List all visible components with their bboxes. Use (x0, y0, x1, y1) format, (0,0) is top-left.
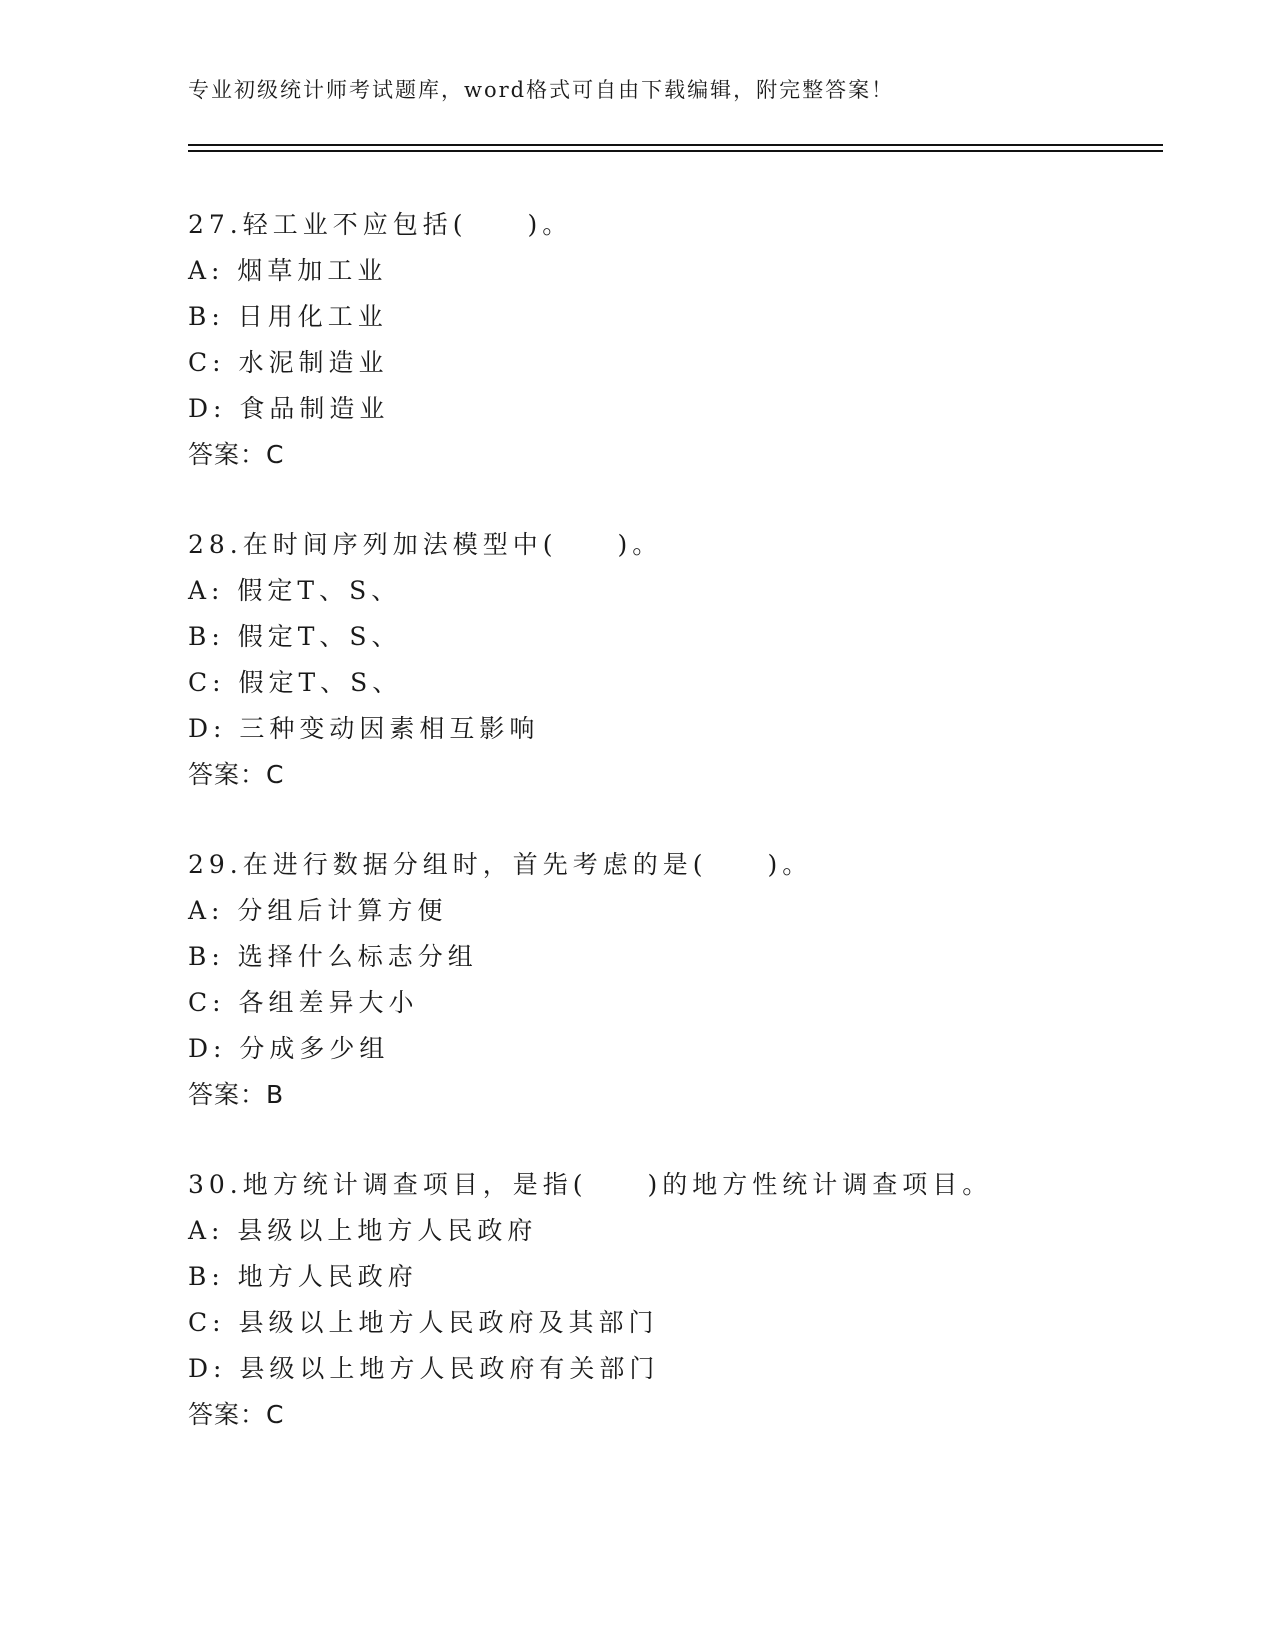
option-c: C: 假定T、S、 (188, 668, 403, 697)
option-d: D: 三种变动因素相互影响 (188, 714, 540, 743)
option-d: D: 分成多少组 (188, 1034, 390, 1063)
option-b: B: 地方人民政府 (188, 1262, 418, 1291)
question-30 (188, 1162, 1163, 1438)
question-stem: 27.轻工业不应包括( )。 (188, 210, 573, 239)
question-stem: 28.在时间序列加法模型中( )。 (188, 530, 663, 559)
question-27 (188, 202, 1163, 478)
answer-line: 答案：B (188, 1080, 285, 1109)
answer-line: 答案：C (188, 1400, 285, 1429)
answer-line: 答案：C (188, 440, 285, 469)
option-c: C: 水泥制造业 (188, 348, 389, 377)
header-rule-bottom (188, 150, 1163, 152)
option-d: D: 县级以上地方人民政府有关部门 (188, 1354, 660, 1383)
option-c: C: 县级以上地方人民政府及其部门 (188, 1308, 659, 1337)
page-header: 专业初级统计师考试题库，word格式可自由下载编辑，附完整答案！ (188, 78, 895, 102)
option-a: A: 烟草加工业 (188, 256, 388, 285)
answer-line: 答案：C (188, 760, 285, 789)
option-b: B: 选择什么标志分组 (188, 942, 478, 971)
option-a: A: 假定T、S、 (188, 576, 402, 605)
option-c: C: 各组差异大小 (188, 988, 419, 1017)
question-28 (188, 522, 1163, 798)
option-b: B: 日用化工业 (188, 302, 388, 331)
option-b: B: 假定T、S、 (188, 622, 402, 651)
question-list (188, 202, 1163, 1482)
option-a: A: 县级以上地方人民政府 (188, 1216, 538, 1245)
header-rule-top (188, 144, 1163, 146)
question-stem: 30.地方统计调查项目，是指( )的地方性统计调查项目。 (188, 1170, 993, 1199)
question-stem: 29.在进行数据分组时，首先考虑的是( )。 (188, 850, 813, 879)
question-29 (188, 842, 1163, 1118)
option-d: D: 食品制造业 (188, 394, 390, 423)
option-a: A: 分组后计算方便 (188, 896, 448, 925)
